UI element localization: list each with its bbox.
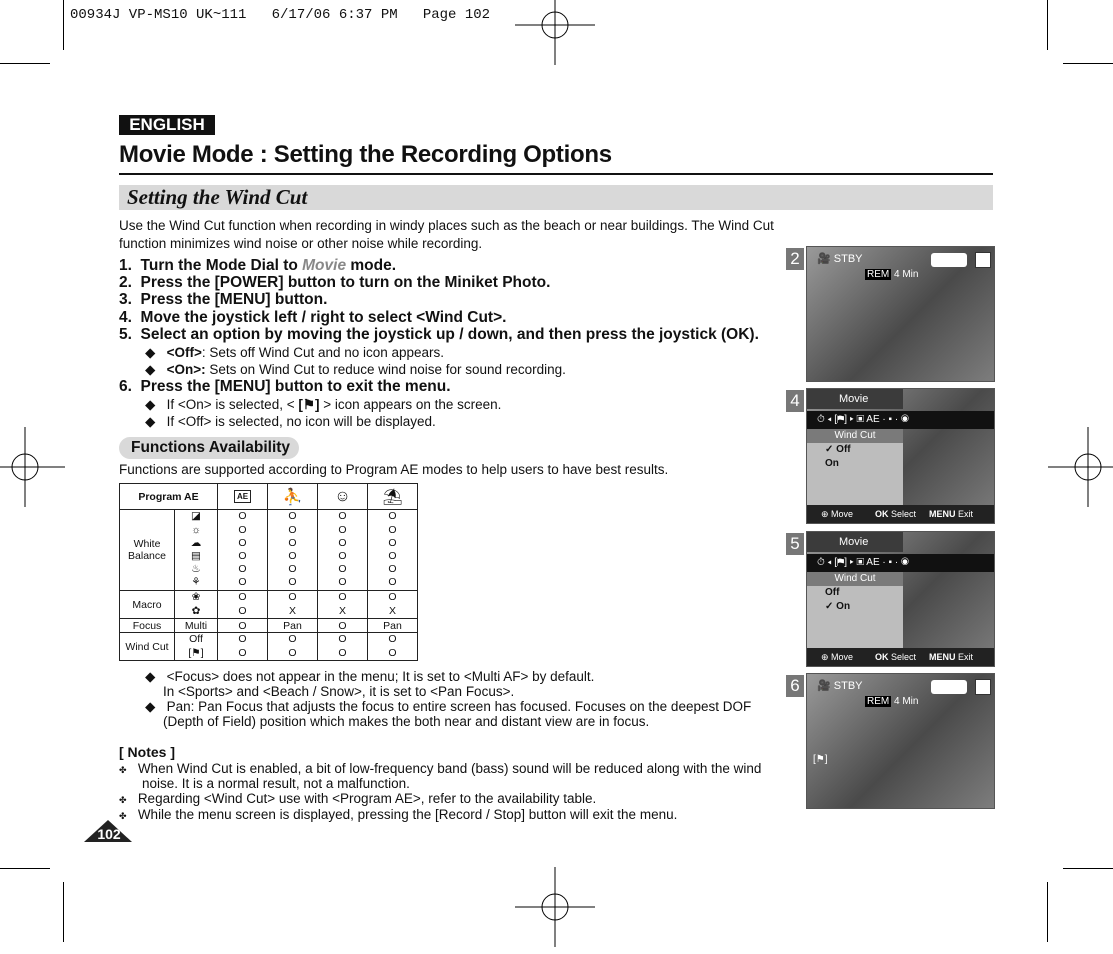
select-hint-text: Select [891,652,917,662]
wb-sun-icon: ☼ [191,523,201,536]
cell: O [288,563,297,576]
menu-icons-row: ⏱ ◂ [⚑] ▸ ▣ AE · ▪ · ◉ [817,557,909,568]
cell: O [238,604,247,617]
battery-icon [931,253,967,267]
menu-hint [929,648,973,666]
screen-5-badge: 5 [786,533,804,555]
registration-mark-left [0,427,65,507]
step-6: 6. Press the [MENU] button to exit the menu. [119,378,451,395]
cell: O [338,550,347,562]
focus-note-2b: (Depth of Field) position which makes the both near and distant view are in focus. [163,714,650,729]
macro-icons [175,591,218,619]
focus-note-2a: Pan: Pan Focus that adjusts the focus to entire screen has focused. Focuses on the deepest DOF [166,699,752,714]
screen-5-submenu: Wind Cut [807,572,903,586]
screen-2-remaining [865,269,918,280]
screen-2-badge: 2 [786,248,804,270]
cell: O [238,563,247,576]
cell: O [388,646,397,659]
screen-6-time: 4 Min [894,696,919,707]
screen-2 [806,246,995,382]
exit-hint-text: Exit [958,509,974,519]
portrait-icon: ☺ [318,484,368,510]
screen-6-status: 🎥 STBY [817,680,863,692]
crop-mark [0,63,50,64]
screen-5-menu-icons [807,554,994,572]
screen-4-submenu: Wind Cut [807,429,903,443]
white-balance-label-2: Balance [128,550,166,562]
availability-table [119,483,418,661]
screen-5-opt-off-label: Off [825,587,840,598]
focus-sub: Multi [175,619,218,633]
screen-4 [806,388,995,524]
cell: O [288,510,297,523]
macro-col-1 [218,591,268,619]
wb-tungsten-icon: ♨ [191,563,201,576]
cell: O [338,591,347,604]
wind-cut-label: Wind Cut [120,633,175,661]
program-ae-header: Program AE [120,484,218,510]
bullet-6a: ◆ If <On> is selected, < [⚑] > icon appears on the screen. [145,397,502,412]
cell: O [288,576,297,589]
white-balance-label [120,510,175,591]
screen-5-menu-panel [807,572,903,648]
cell: O [288,550,297,562]
screen-5-opt-on[interactable]: ✓ On [825,601,851,612]
intro-line-2: function minimizes wind noise or other noise while recording. [119,236,483,251]
cell: O [238,523,247,536]
intro-line-1: Use the Wind Cut function when recording in windy places such as the beach or near buildings. The Wind Cut [119,218,774,233]
functions-header [119,437,299,459]
beach-snow-icon: ⛱ [368,484,418,510]
functions-title: Functions Availability [131,439,291,456]
step-3: 3. Press the [MENU] button. [119,291,328,308]
menu-label: MENU [929,652,956,662]
cell: O [288,591,297,604]
screen-5-bottom-bar [807,648,994,666]
focus-note-2: ◆ Pan: Pan Focus that adjusts the focus to entire screen has focused. Focuses on the deepest DOF [145,699,752,714]
note-3 [119,806,677,825]
ok-hint [875,505,916,523]
screen-6-remaining [865,696,918,707]
cell: O [338,510,347,523]
cell: O [238,591,247,604]
cell: O [288,646,297,659]
screen-5-menu-title: Movie [807,532,903,552]
screen-4-opt-off-label: Off [836,444,851,455]
step-1 [119,257,396,274]
ae-auto-icon-label: AE [234,490,251,503]
cell: O [388,563,397,576]
cell: O [388,633,397,646]
cell: O [388,536,397,549]
cell: Pan [268,619,318,633]
screen-4-menu-panel [807,429,903,505]
cell: O [238,633,247,646]
focus-note-1b: In <Sports> and <Beach / Snow>, it is set to <Pan Focus>. [163,684,515,699]
bullet-on-label: <On>: [166,362,206,377]
screen-2-status-text: STBY [833,253,863,265]
note-1b: noise. It is a normal result, not a malfunction. [142,776,410,791]
screen-4-opt-on[interactable] [807,457,903,471]
step-5: 5. Select an option by moving the joystick up / down, and then press the joystick (OK). [119,326,759,343]
exit-hint-text: Exit [958,652,974,662]
step-4: 4. Move the joystick left / right to select <Wind Cut>. [119,309,507,326]
macro-col-3 [318,591,368,619]
screen-5 [806,531,995,667]
screen-6-rem: REM [867,696,890,707]
wb-custom-icon: ⚘ [191,576,201,589]
ok-label: OK [875,509,889,519]
macro-col-4 [368,591,418,619]
cell: X [388,604,396,617]
wb-col-1 [218,510,268,591]
sports-icon: ⛹ [268,484,318,510]
wind-cut-off: Off [189,633,203,646]
wind-col-1 [218,633,268,661]
focus-note-1a: <Focus> does not appear in the menu; It is set to <Multi AF> by default. [166,669,595,684]
print-slug: 00934J VP-MS10 UK~111 6/17/06 6:37 PM Page 102 [70,7,491,23]
wind-col-2 [268,633,318,661]
ok-label: OK [875,652,889,662]
macro-on-icon: ❀ [191,591,201,604]
menu-icons-row: ⏱ ◂ [⚑] ▸ ▣ AE · ▪ · ◉ [817,414,909,425]
screen-5-opt-on-label: On [836,601,851,612]
cell: O [238,576,247,589]
move-hint-text: Move [831,652,854,662]
note-bullet-icon: ✤ [119,811,127,821]
cell: O [338,576,347,589]
cell: O [238,510,247,523]
cell: O [318,619,368,633]
cell: X [338,604,346,617]
step-1-mode: Movie [302,257,347,274]
cell: O [388,523,397,536]
crop-mark [1047,0,1048,50]
page-number: 102 [97,826,121,842]
menu-hint [929,505,973,523]
cell: O [338,563,347,576]
bullet-6a-pre: If <On> is selected, < [166,397,299,412]
ae-auto-icon [218,484,268,510]
cell: O [388,550,397,562]
bullet-on-text: Sets on Wind Cut to reduce wind noise for sound recording. [205,362,566,377]
cell: O [338,646,347,659]
cell: X [288,604,296,617]
crop-mark [1047,882,1048,942]
ok-hint [875,648,916,666]
note-2-text: Regarding <Wind Cut> use with <Program AE>, refer to the availability table. [137,791,597,806]
select-hint-text: Select [891,509,917,519]
cell: O [238,550,247,562]
screen-4-bottom-bar [807,505,994,523]
move-hint: ⊕ Move [821,652,854,662]
cell: O [288,536,297,549]
screen-4-opt-on-label: On [825,458,839,469]
step-1-suffix: mode. [346,257,397,274]
cell: O [388,591,397,604]
bullet-on: ◆ <On>: Sets on Wind Cut to reduce wind noise for sound recording. [145,362,566,377]
section-header [119,185,993,210]
screen-6-badge: 6 [786,675,804,697]
wind-col-3 [318,633,368,661]
cell: O [238,536,247,549]
wind-cut-icon: [⚑] [298,397,320,412]
step-1-text: 1. Turn the Mode Dial to [119,257,303,274]
screen-4-menu-icons [807,411,994,429]
wind-cut-subs [175,633,218,661]
bullet-off: ◆ <Off>: Sets off Wind Cut and no icon appears. [145,345,445,360]
bullet-6a-post: > icon appears on the screen. [319,397,502,412]
screen-4-badge: 4 [786,390,804,412]
crop-mark [1063,868,1113,869]
registration-mark-bottom [515,867,595,947]
cell: O [218,619,268,633]
screen-6-status-text: STBY [833,680,863,692]
note-bullet-icon: ✤ [119,795,127,805]
language-tab: ENGLISH [119,115,215,135]
crop-mark [0,868,50,869]
wind-col-4 [368,633,418,661]
screen-4-menu-title: Movie [807,389,903,409]
focus-note-1: ◆ <Focus> does not appear in the menu; It is set to <Multi AF> by default. [145,669,595,684]
white-balance-label-1: White [133,538,161,550]
battery-icon [931,680,967,694]
cell: O [288,523,297,536]
cell: O [238,646,247,659]
screen-2-status: 🎥 STBY [817,253,863,265]
crop-mark [63,0,64,50]
registration-mark-right [1048,427,1113,507]
cell: O [388,510,397,523]
play-mode-icon [975,679,991,695]
cell: O [338,633,347,646]
wb-fluorescent-icon: ▤ [191,550,201,562]
screen-2-rem: REM [867,269,890,280]
screen-5-opt-off[interactable] [807,586,903,600]
section-title: Setting the Wind Cut [127,185,308,209]
notes-title: [ Notes ] [119,744,175,760]
screen-4-opt-off[interactable]: ✓ Off [825,444,851,455]
macro-label: Macro [120,591,175,619]
crop-mark [1063,63,1113,64]
wb-col-4 [368,510,418,591]
move-hint: ⊕ Move [821,509,854,519]
wb-col-2 [268,510,318,591]
cell: Pan [368,619,418,633]
title-rule [119,173,993,175]
step-2: 2. Press the [POWER] button to turn on the Miniket Photo. [119,274,551,291]
wb-auto-icon: ◪ [191,510,201,523]
focus-label: Focus [120,619,175,633]
wb-col-3 [318,510,368,591]
menu-label: MENU [929,509,956,519]
cell: O [338,536,347,549]
wb-cloud-icon: ☁ [190,536,202,549]
note-1a: When Wind Cut is enabled, a bit of low-frequency band (bass) sound will be reduced along with the wind [137,761,762,776]
bullet-6b: ◆ If <Off> is selected, no icon will be displayed. [145,414,436,429]
page-title: Movie Mode : Setting the Recording Options [119,141,612,168]
cell: O [388,576,397,589]
screen-6 [806,673,995,809]
wind-cut-icon: [⚑] [813,754,828,765]
cell: O [288,633,297,646]
move-hint-text: Move [831,509,854,519]
screen-2-time: 4 Min [894,269,919,280]
bullet-6b-text: If <Off> is selected, no icon will be displayed. [166,414,436,429]
functions-intro: Functions are supported according to Program AE modes to help users to have best results. [119,462,669,477]
bullet-off-label: <Off> [166,345,202,360]
macro-off-icon: ✿ [191,604,201,617]
wind-cut-on-icon: [⚑] [188,646,204,659]
bullet-off-text: : Sets off Wind Cut and no icon appears. [201,345,445,360]
cell: O [338,523,347,536]
wb-icons [175,510,218,591]
crop-mark [63,882,64,942]
note-bullet-icon: ✤ [119,765,127,775]
macro-col-2 [268,591,318,619]
registration-mark-top [515,0,595,65]
play-mode-icon [975,252,991,268]
note-3-text: While the menu screen is displayed, pressing the [Record / Stop] button will exit the menu. [137,807,678,822]
